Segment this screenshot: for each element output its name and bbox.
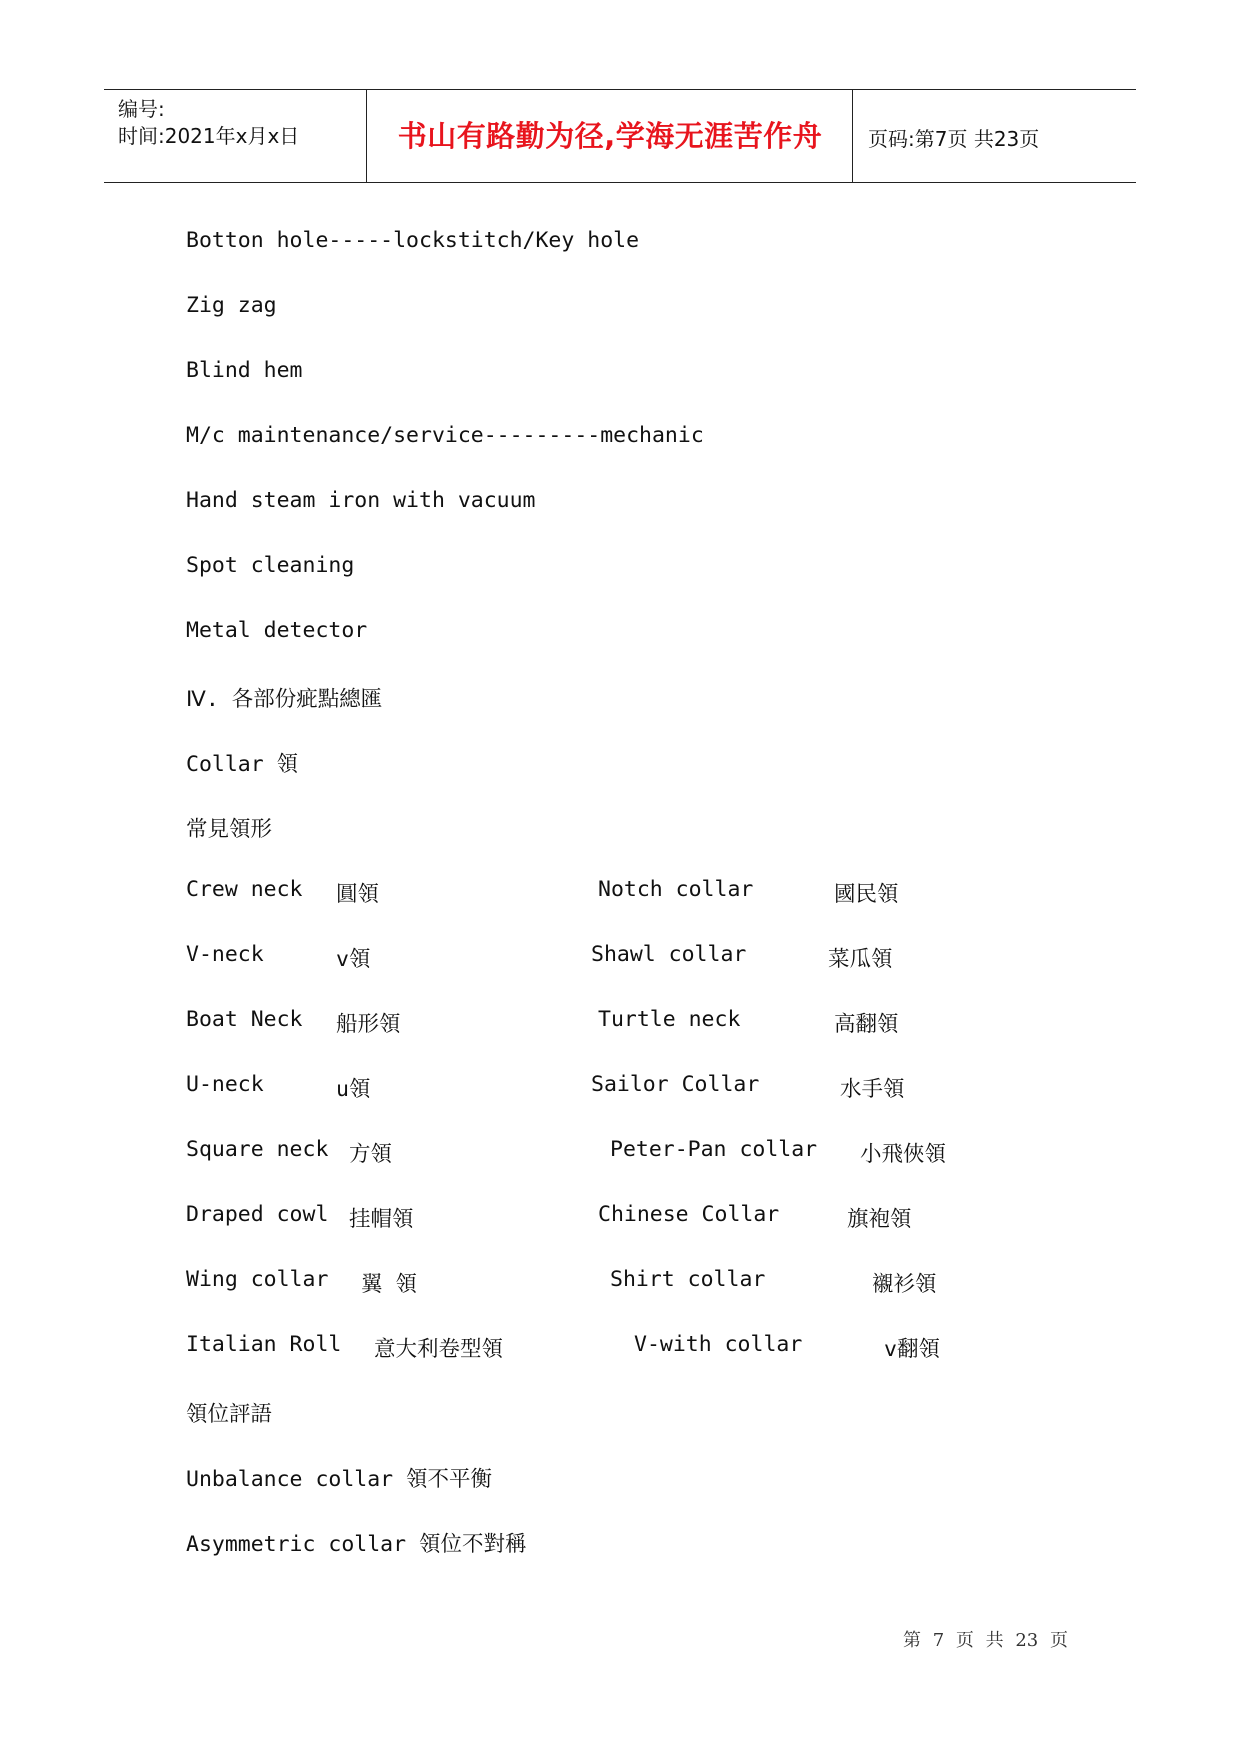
collar-type-row [0,942,1241,972]
collar-zh-left: 圓領 [336,882,380,907]
line-hand-steam-iron: Hand steam iron with vacuum [186,488,536,513]
line-blind-hem: Blind hem [186,358,303,383]
line-common-collar-types: 常見領形 [186,817,273,842]
page-header [104,89,1136,183]
header-page-code: 页码:第7页 共23页 [868,127,1040,151]
collar-zh-left: 方領 [349,1142,393,1167]
collar-type-row [0,1332,1241,1362]
collar-zh-right: v翻領 [884,1337,940,1362]
line-spot-cleaning: Spot cleaning [186,553,355,578]
line-zig-zag: Zig zag [186,293,277,318]
collar-zh-left: 挂帽領 [349,1207,414,1232]
collar-comments-heading: 領位評語 [186,1402,273,1427]
collar-en-left: Italian Roll [186,1332,342,1357]
collar-zh-left: v領 [336,947,371,972]
line-maintenance: M/c maintenance/service---------mechanic [186,423,704,448]
collar-en-left: Crew neck [186,877,303,902]
section-heading-defects: Ⅳ. 各部份疵點總匯 [186,687,383,712]
header-meta-cell [104,90,367,182]
collar-en-left: Wing collar [186,1267,329,1292]
header-page-cell [854,90,1136,182]
line-collar: Collar 領 [186,752,299,777]
collar-zh-left: 意大利卷型領 [374,1337,504,1362]
page-footer: 第 7 页 共 23 页 [903,1630,1068,1651]
comment-unbalance-collar: Unbalance collar 領不平衡 [186,1467,493,1492]
collar-type-row [0,1137,1241,1167]
collar-zh-right: 菜瓜領 [828,947,893,972]
collar-zh-left: u領 [336,1077,371,1102]
collar-en-right: Shawl collar [591,942,747,967]
collar-zh-right: 小飛俠領 [860,1142,947,1167]
collar-en-right: Peter-Pan collar [610,1137,818,1162]
collar-en-right: Chinese Collar [598,1202,780,1227]
collar-en-right: Turtle neck [598,1007,741,1032]
collar-zh-right: 高翻領 [834,1012,899,1037]
collar-type-row [0,1007,1241,1037]
line-button-hole: Botton hole-----lockstitch/Key hole [186,228,640,253]
document-number-label: 编号: [118,97,165,121]
collar-en-left: U-neck [186,1072,264,1097]
collar-zh-right: 旗袍領 [847,1207,912,1232]
collar-en-right: Notch collar [598,877,754,902]
collar-type-row [0,1202,1241,1232]
header-motto: 书山有路勤为径,学海无涯苦作舟 [397,119,823,153]
collar-en-left: Boat Neck [186,1007,303,1032]
collar-en-left: V-neck [186,942,264,967]
comment-asymmetric-collar: Asymmetric collar 領位不對稱 [186,1532,527,1557]
collar-zh-right: 襯衫領 [872,1272,937,1297]
collar-en-right: Shirt collar [610,1267,766,1292]
collar-en-left: Draped cowl [186,1202,329,1227]
document-time-label: 时间:2021年x月x日 [118,124,300,148]
header-motto-cell [368,90,853,182]
collar-zh-right: 水手領 [840,1077,905,1102]
collar-en-right: Sailor Collar [591,1072,760,1097]
collar-zh-right: 國民領 [834,882,899,907]
collar-type-row [0,1267,1241,1297]
collar-en-right: V-with collar [634,1332,803,1357]
collar-zh-left: 翼 領 [361,1272,417,1297]
collar-type-row [0,1072,1241,1102]
collar-type-row [0,877,1241,907]
collar-en-left: Square neck [186,1137,329,1162]
collar-zh-left: 船形領 [336,1012,401,1037]
line-metal-detector: Metal detector [186,618,368,643]
